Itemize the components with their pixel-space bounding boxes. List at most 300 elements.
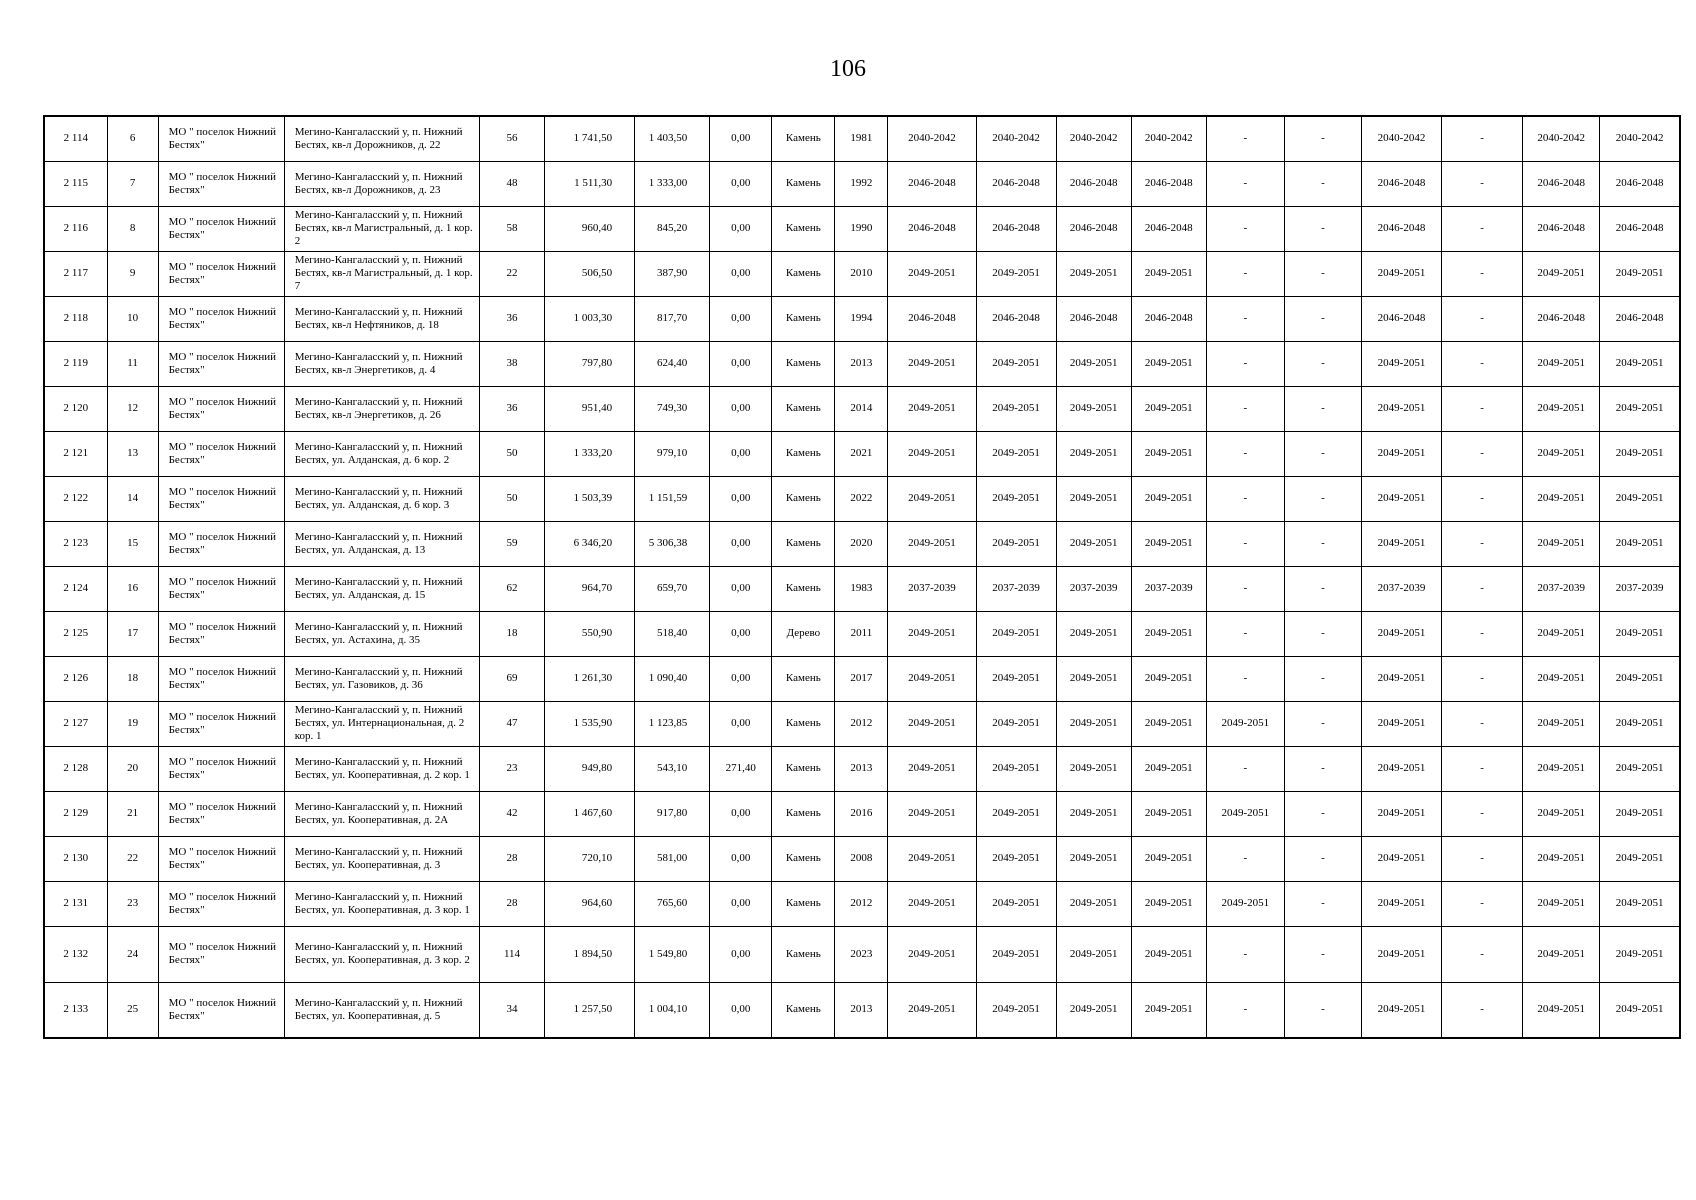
cell-period-col-3: 2049-2051 [1056,251,1131,296]
cell-period-col-1: 2049-2051 [888,836,976,881]
cell-municipality: МО " поселок Нижний Бестях" [158,656,284,701]
cell-units-count: 114 [479,926,544,982]
cell-municipality: МО " поселок Нижний Бестях" [158,611,284,656]
cell-units-count: 58 [479,206,544,251]
cell-period-col-2: 2049-2051 [976,926,1056,982]
cell-address: Мегино-Кангаласский у, п. Нижний Бестях, кв-л Энергетиков, д. 4 [284,341,479,386]
cell-municipality: МО " поселок Нижний Бестях" [158,296,284,341]
cell-total-area: 1 894,50 [545,926,635,982]
repair-schedule-table [43,115,1681,1039]
cell-period-col-10: 2046-2048 [1600,161,1680,206]
cell-period-col-5: - [1206,296,1284,341]
cell-non-living-area: 0,00 [710,881,772,926]
cell-period-col-7: 2049-2051 [1361,341,1441,386]
cell-non-living-area: 0,00 [710,611,772,656]
cell-address: Мегино-Кангаласский у, п. Нижний Бестях, ул. Кооперативная, д. 2 кор. 1 [284,746,479,791]
cell-period-col-4: 2049-2051 [1131,611,1206,656]
cell-period-col-6: - [1284,881,1361,926]
cell-address: Мегино-Кангаласский у, п. Нижний Бестях, кв-л Дорожников, д. 23 [284,161,479,206]
cell-period-col-8: - [1442,566,1523,611]
cell-period-col-9: 2049-2051 [1523,431,1600,476]
table-row [44,386,1680,431]
cell-wall-material: Камень [772,982,835,1038]
cell-period-col-8: - [1442,836,1523,881]
cell-period-col-10: 2049-2051 [1600,521,1680,566]
cell-living-area: 817,70 [635,296,710,341]
cell-row-number: 9 [107,251,158,296]
cell-non-living-area: 0,00 [710,521,772,566]
cell-units-count: 50 [479,476,544,521]
table-row [44,566,1680,611]
cell-units-count: 28 [479,881,544,926]
cell-period-col-7: 2049-2051 [1361,791,1441,836]
cell-row-number: 18 [107,656,158,701]
cell-living-area: 543,10 [635,746,710,791]
cell-total-area: 1 003,30 [545,296,635,341]
cell-period-col-1: 2040-2042 [888,116,976,161]
cell-commission-year: 2008 [835,836,888,881]
cell-units-count: 50 [479,431,544,476]
cell-municipality: МО " поселок Нижний Бестях" [158,982,284,1038]
cell-total-area: 550,90 [545,611,635,656]
cell-period-col-8: - [1442,521,1523,566]
cell-total-area: 1 511,30 [545,161,635,206]
cell-units-count: 23 [479,746,544,791]
cell-non-living-area: 0,00 [710,341,772,386]
cell-period-col-3: 2037-2039 [1056,566,1131,611]
cell-period-col-8: - [1442,206,1523,251]
cell-period-col-1: 2049-2051 [888,926,976,982]
cell-period-col-9: 2049-2051 [1523,836,1600,881]
cell-period-col-7: 2046-2048 [1361,161,1441,206]
cell-period-col-1: 2037-2039 [888,566,976,611]
cell-period-col-10: 2049-2051 [1600,746,1680,791]
cell-commission-year: 2012 [835,881,888,926]
cell-period-col-5: - [1206,836,1284,881]
cell-non-living-area: 0,00 [710,431,772,476]
table-row [44,836,1680,881]
cell-period-col-8: - [1442,476,1523,521]
cell-row-number: 19 [107,701,158,746]
cell-row-number: 17 [107,611,158,656]
cell-period-col-2: 2049-2051 [976,746,1056,791]
cell-wall-material: Камень [772,161,835,206]
cell-total-area: 949,80 [545,746,635,791]
cell-period-col-4: 2049-2051 [1131,521,1206,566]
cell-municipality: МО " поселок Нижний Бестях" [158,116,284,161]
cell-period-col-9: 2049-2051 [1523,926,1600,982]
cell-period-col-3: 2046-2048 [1056,206,1131,251]
cell-non-living-area: 0,00 [710,656,772,701]
cell-municipality: МО " поселок Нижний Бестях" [158,881,284,926]
cell-address: Мегино-Кангаласский у, п. Нижний Бестях, кв-л Энергетиков, д. 26 [284,386,479,431]
cell-municipality: МО " поселок Нижний Бестях" [158,206,284,251]
cell-period-col-10: 2046-2048 [1600,206,1680,251]
cell-period-col-9: 2049-2051 [1523,386,1600,431]
cell-row-number: 24 [107,926,158,982]
cell-period-col-5: - [1206,251,1284,296]
cell-period-col-1: 2049-2051 [888,521,976,566]
cell-non-living-area: 0,00 [710,836,772,881]
cell-address: Мегино-Кангаласский у, п. Нижний Бестях, кв-л Дорожников, д. 22 [284,116,479,161]
cell-period-col-6: - [1284,656,1361,701]
cell-row-number: 25 [107,982,158,1038]
cell-commission-year: 2016 [835,791,888,836]
cell-period-col-10: 2049-2051 [1600,836,1680,881]
cell-period-col-1: 2049-2051 [888,881,976,926]
cell-period-col-8: - [1442,341,1523,386]
cell-period-col-1: 2049-2051 [888,431,976,476]
cell-row-id: 2 130 [44,836,107,881]
cell-period-col-8: - [1442,116,1523,161]
cell-row-number: 15 [107,521,158,566]
table-row [44,791,1680,836]
cell-period-col-8: - [1442,611,1523,656]
cell-units-count: 28 [479,836,544,881]
cell-period-col-6: - [1284,341,1361,386]
cell-total-area: 1 741,50 [545,116,635,161]
cell-period-col-10: 2049-2051 [1600,926,1680,982]
cell-period-col-2: 2049-2051 [976,611,1056,656]
cell-non-living-area: 0,00 [710,296,772,341]
cell-living-area: 1 333,00 [635,161,710,206]
cell-period-col-6: - [1284,836,1361,881]
cell-municipality: МО " поселок Нижний Бестях" [158,836,284,881]
cell-row-id: 2 123 [44,521,107,566]
cell-period-col-7: 2046-2048 [1361,296,1441,341]
cell-period-col-1: 2049-2051 [888,476,976,521]
cell-period-col-7: 2037-2039 [1361,566,1441,611]
cell-period-col-2: 2046-2048 [976,206,1056,251]
cell-living-area: 845,20 [635,206,710,251]
cell-row-id: 2 114 [44,116,107,161]
cell-total-area: 1 503,39 [545,476,635,521]
cell-row-id: 2 115 [44,161,107,206]
cell-period-col-3: 2046-2048 [1056,161,1131,206]
cell-period-col-1: 2049-2051 [888,251,976,296]
cell-non-living-area: 0,00 [710,926,772,982]
cell-period-col-9: 2046-2048 [1523,206,1600,251]
cell-total-area: 1 257,50 [545,982,635,1038]
cell-period-col-6: - [1284,206,1361,251]
cell-row-number: 22 [107,836,158,881]
cell-period-col-6: - [1284,701,1361,746]
cell-period-col-6: - [1284,566,1361,611]
cell-period-col-8: - [1442,982,1523,1038]
cell-units-count: 34 [479,982,544,1038]
cell-row-id: 2 127 [44,701,107,746]
cell-units-count: 56 [479,116,544,161]
cell-period-col-4: 2049-2051 [1131,926,1206,982]
cell-living-area: 518,40 [635,611,710,656]
cell-period-col-6: - [1284,431,1361,476]
cell-period-col-3: 2049-2051 [1056,791,1131,836]
cell-commission-year: 2020 [835,521,888,566]
cell-period-col-7: 2049-2051 [1361,431,1441,476]
cell-non-living-area: 0,00 [710,701,772,746]
cell-period-col-5: - [1206,116,1284,161]
cell-period-col-8: - [1442,701,1523,746]
cell-commission-year: 1981 [835,116,888,161]
cell-row-number: 23 [107,881,158,926]
cell-total-area: 960,40 [545,206,635,251]
cell-period-col-2: 2049-2051 [976,836,1056,881]
cell-period-col-1: 2046-2048 [888,296,976,341]
cell-period-col-1: 2049-2051 [888,386,976,431]
cell-period-col-6: - [1284,791,1361,836]
cell-non-living-area: 0,00 [710,791,772,836]
cell-row-id: 2 116 [44,206,107,251]
cell-commission-year: 2013 [835,341,888,386]
cell-period-col-4: 2040-2042 [1131,116,1206,161]
cell-address: Мегино-Кангаласский у, п. Нижний Бестях, ул. Кооперативная, д. 3 кор. 2 [284,926,479,982]
table-row [44,611,1680,656]
cell-address: Мегино-Кангаласский у, п. Нижний Бестях, ул. Газовиков, д. 36 [284,656,479,701]
cell-living-area: 1 403,50 [635,116,710,161]
cell-wall-material: Камень [772,476,835,521]
cell-commission-year: 2021 [835,431,888,476]
cell-period-col-4: 2049-2051 [1131,836,1206,881]
cell-period-col-10: 2049-2051 [1600,701,1680,746]
cell-non-living-area: 271,40 [710,746,772,791]
cell-wall-material: Камень [772,251,835,296]
cell-period-col-6: - [1284,251,1361,296]
cell-period-col-7: 2049-2051 [1361,611,1441,656]
cell-address: Мегино-Кангаласский у, п. Нижний Бестях, ул. Алданская, д. 6 кор. 2 [284,431,479,476]
table-body [44,116,1680,1038]
cell-address: Мегино-Кангаласский у, п. Нижний Бестях, ул. Алданская, д. 13 [284,521,479,566]
cell-row-id: 2 119 [44,341,107,386]
cell-total-area: 1 333,20 [545,431,635,476]
cell-period-col-9: 2049-2051 [1523,701,1600,746]
cell-address: Мегино-Кангаласский у, п. Нижний Бестях, ул. Алданская, д. 15 [284,566,479,611]
cell-address: Мегино-Кангаласский у, п. Нижний Бестях, ул. Кооперативная, д. 5 [284,982,479,1038]
cell-period-col-10: 2049-2051 [1600,251,1680,296]
table-row [44,701,1680,746]
cell-period-col-10: 2049-2051 [1600,791,1680,836]
cell-period-col-2: 2049-2051 [976,982,1056,1038]
cell-commission-year: 2013 [835,746,888,791]
cell-period-col-3: 2049-2051 [1056,701,1131,746]
cell-period-col-10: 2049-2051 [1600,656,1680,701]
cell-period-col-4: 2049-2051 [1131,746,1206,791]
cell-period-col-4: 2049-2051 [1131,881,1206,926]
cell-period-col-2: 2049-2051 [976,521,1056,566]
cell-living-area: 387,90 [635,251,710,296]
cell-period-col-6: - [1284,476,1361,521]
cell-municipality: МО " поселок Нижний Бестях" [158,251,284,296]
cell-period-col-9: 2049-2051 [1523,251,1600,296]
cell-wall-material: Камень [772,521,835,566]
cell-municipality: МО " поселок Нижний Бестях" [158,341,284,386]
cell-period-col-3: 2049-2051 [1056,656,1131,701]
cell-period-col-6: - [1284,746,1361,791]
cell-units-count: 22 [479,251,544,296]
cell-row-number: 20 [107,746,158,791]
cell-wall-material: Камень [772,431,835,476]
cell-period-col-2: 2049-2051 [976,656,1056,701]
cell-row-id: 2 129 [44,791,107,836]
cell-period-col-4: 2049-2051 [1131,791,1206,836]
cell-period-col-3: 2049-2051 [1056,746,1131,791]
cell-period-col-9: 2049-2051 [1523,791,1600,836]
cell-period-col-8: - [1442,791,1523,836]
cell-address: Мегино-Кангаласский у, п. Нижний Бестях, ул. Интернациональная, д. 2 кор. 1 [284,701,479,746]
cell-row-number: 12 [107,386,158,431]
cell-period-col-1: 2049-2051 [888,791,976,836]
table-row [44,881,1680,926]
cell-period-col-2: 2049-2051 [976,476,1056,521]
cell-total-area: 506,50 [545,251,635,296]
table-row [44,982,1680,1038]
cell-period-col-9: 2049-2051 [1523,611,1600,656]
cell-total-area: 951,40 [545,386,635,431]
cell-period-col-7: 2049-2051 [1361,881,1441,926]
cell-period-col-9: 2046-2048 [1523,161,1600,206]
cell-commission-year: 1983 [835,566,888,611]
cell-living-area: 979,10 [635,431,710,476]
cell-period-col-8: - [1442,746,1523,791]
table-row [44,296,1680,341]
cell-living-area: 1 151,59 [635,476,710,521]
cell-address: Мегино-Кангаласский у, п. Нижний Бестях, ул. Кооперативная, д. 3 [284,836,479,881]
cell-period-col-9: 2049-2051 [1523,341,1600,386]
cell-commission-year: 2012 [835,701,888,746]
cell-period-col-9: 2049-2051 [1523,982,1600,1038]
cell-period-col-9: 2049-2051 [1523,521,1600,566]
table-row [44,341,1680,386]
cell-units-count: 69 [479,656,544,701]
cell-period-col-1: 2046-2048 [888,161,976,206]
cell-non-living-area: 0,00 [710,161,772,206]
cell-period-col-2: 2049-2051 [976,386,1056,431]
cell-address: Мегино-Кангаласский у, п. Нижний Бестях, ул. Астахина, д. 35 [284,611,479,656]
cell-row-id: 2 132 [44,926,107,982]
cell-row-id: 2 124 [44,566,107,611]
cell-municipality: МО " поселок Нижний Бестях" [158,431,284,476]
table-row [44,161,1680,206]
cell-period-col-3: 2049-2051 [1056,926,1131,982]
cell-wall-material: Камень [772,926,835,982]
cell-period-col-5: 2049-2051 [1206,881,1284,926]
cell-period-col-4: 2037-2039 [1131,566,1206,611]
cell-period-col-10: 2040-2042 [1600,116,1680,161]
cell-row-number: 13 [107,431,158,476]
cell-period-col-8: - [1442,161,1523,206]
cell-period-col-1: 2049-2051 [888,746,976,791]
cell-period-col-5: - [1206,746,1284,791]
cell-period-col-7: 2049-2051 [1361,701,1441,746]
cell-units-count: 42 [479,791,544,836]
cell-period-col-3: 2049-2051 [1056,982,1131,1038]
cell-living-area: 1 090,40 [635,656,710,701]
cell-period-col-6: - [1284,521,1361,566]
cell-period-col-1: 2049-2051 [888,982,976,1038]
cell-period-col-9: 2040-2042 [1523,116,1600,161]
page-number: 106 [830,56,866,82]
cell-period-col-5: - [1206,982,1284,1038]
cell-living-area: 749,30 [635,386,710,431]
cell-units-count: 36 [479,296,544,341]
cell-period-col-5: - [1206,476,1284,521]
cell-period-col-7: 2046-2048 [1361,206,1441,251]
cell-period-col-5: - [1206,161,1284,206]
cell-period-col-7: 2049-2051 [1361,521,1441,566]
cell-period-col-9: 2046-2048 [1523,296,1600,341]
cell-wall-material: Дерево [772,611,835,656]
cell-municipality: МО " поселок Нижний Бестях" [158,566,284,611]
cell-period-col-4: 2046-2048 [1131,206,1206,251]
cell-period-col-2: 2046-2048 [976,296,1056,341]
cell-period-col-6: - [1284,926,1361,982]
cell-total-area: 720,10 [545,836,635,881]
table-row [44,926,1680,982]
cell-commission-year: 1992 [835,161,888,206]
cell-period-col-2: 2046-2048 [976,161,1056,206]
cell-total-area: 1 261,30 [545,656,635,701]
cell-period-col-5: - [1206,431,1284,476]
cell-total-area: 6 346,20 [545,521,635,566]
cell-period-col-10: 2037-2039 [1600,566,1680,611]
cell-units-count: 62 [479,566,544,611]
cell-units-count: 59 [479,521,544,566]
cell-period-col-3: 2049-2051 [1056,521,1131,566]
cell-period-col-1: 2049-2051 [888,656,976,701]
cell-municipality: МО " поселок Нижний Бестях" [158,521,284,566]
cell-row-id: 2 128 [44,746,107,791]
cell-period-col-8: - [1442,431,1523,476]
cell-period-col-5: - [1206,656,1284,701]
cell-commission-year: 2010 [835,251,888,296]
cell-units-count: 47 [479,701,544,746]
cell-wall-material: Камень [772,116,835,161]
cell-row-id: 2 121 [44,431,107,476]
cell-row-id: 2 117 [44,251,107,296]
cell-row-id: 2 133 [44,982,107,1038]
cell-period-col-7: 2049-2051 [1361,476,1441,521]
cell-period-col-2: 2049-2051 [976,431,1056,476]
cell-period-col-1: 2049-2051 [888,341,976,386]
cell-period-col-5: - [1206,566,1284,611]
cell-period-col-3: 2049-2051 [1056,431,1131,476]
cell-wall-material: Камень [772,206,835,251]
cell-period-col-6: - [1284,611,1361,656]
cell-commission-year: 2023 [835,926,888,982]
cell-non-living-area: 0,00 [710,386,772,431]
cell-municipality: МО " поселок Нижний Бестях" [158,476,284,521]
cell-period-col-3: 2049-2051 [1056,386,1131,431]
cell-address: Мегино-Кангаласский у, п. Нижний Бестях, ул. Кооперативная, д. 3 кор. 1 [284,881,479,926]
cell-period-col-6: - [1284,161,1361,206]
cell-wall-material: Камень [772,701,835,746]
cell-period-col-3: 2049-2051 [1056,881,1131,926]
cell-period-col-6: - [1284,982,1361,1038]
cell-period-col-10: 2049-2051 [1600,611,1680,656]
cell-living-area: 581,00 [635,836,710,881]
cell-row-number: 21 [107,791,158,836]
cell-period-col-2: 2049-2051 [976,251,1056,296]
cell-period-col-4: 2049-2051 [1131,701,1206,746]
cell-units-count: 38 [479,341,544,386]
cell-address: Мегино-Кангаласский у, п. Нижний Бестях, ул. Кооперативная, д. 2А [284,791,479,836]
cell-wall-material: Камень [772,791,835,836]
cell-period-col-10: 2049-2051 [1600,476,1680,521]
cell-period-col-4: 2046-2048 [1131,296,1206,341]
cell-period-col-7: 2049-2051 [1361,386,1441,431]
cell-period-col-7: 2049-2051 [1361,982,1441,1038]
cell-living-area: 917,80 [635,791,710,836]
cell-non-living-area: 0,00 [710,206,772,251]
